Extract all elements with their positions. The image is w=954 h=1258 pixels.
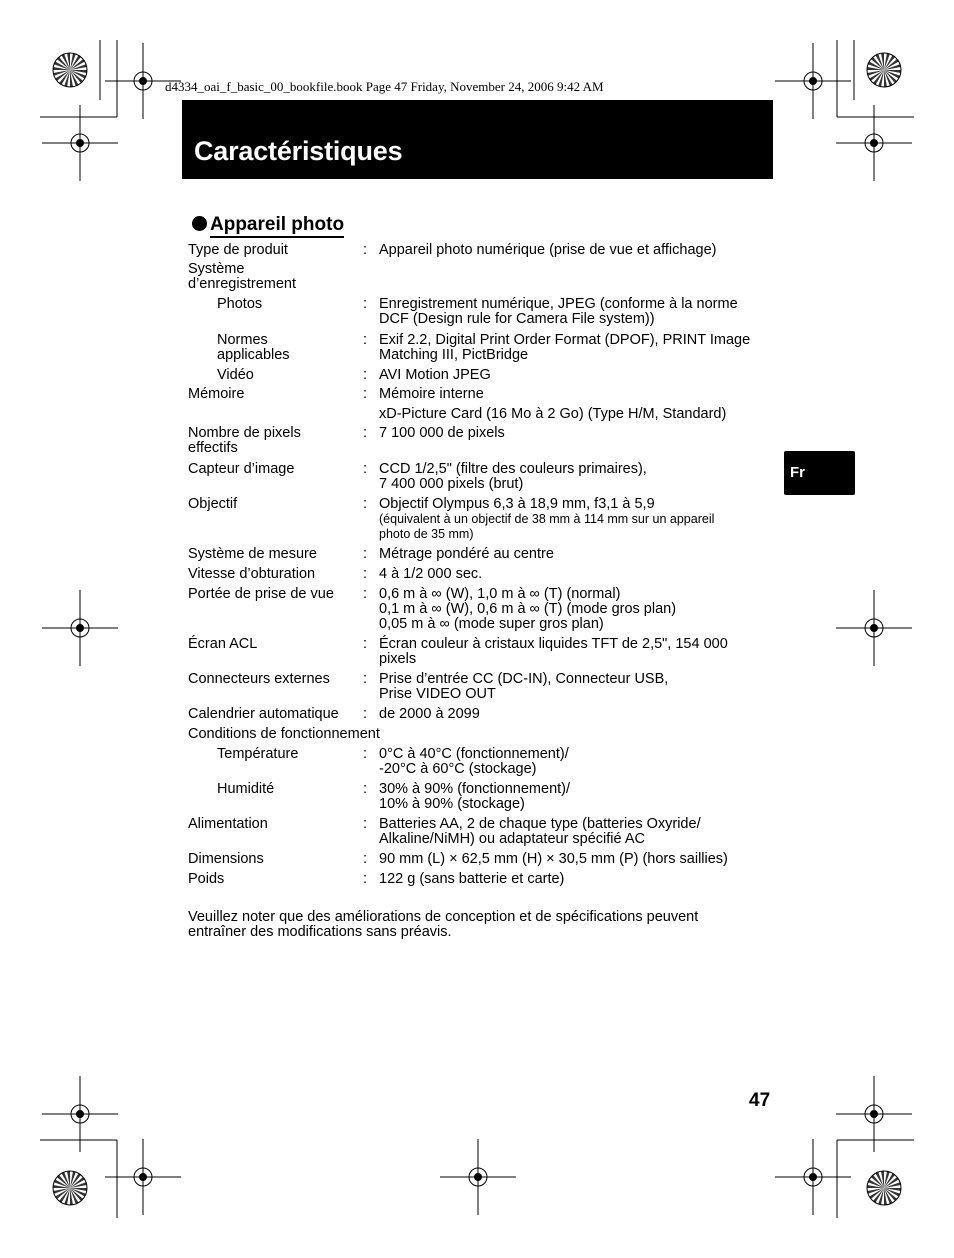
spec-label-line: Système de mesure xyxy=(188,546,317,562)
spec-label-line: Dimensions xyxy=(188,851,264,867)
spec-label xyxy=(188,262,296,292)
spec-colon: : xyxy=(363,367,368,383)
spec-label-line: Humidité xyxy=(217,781,275,797)
spec-value-footnote: photo de 35 mm) xyxy=(379,527,474,541)
spec-value-line: 10% à 90% (stockage) xyxy=(379,796,525,812)
spec-value-line: Écran couleur à cristaux liquides TFT de 2,5", 154 000 xyxy=(379,636,728,652)
spec-colon: : xyxy=(363,461,368,477)
spec-label-line: Écran ACL xyxy=(188,636,258,652)
spec-colon: : xyxy=(363,332,368,348)
registration-mark-icon xyxy=(42,1076,118,1152)
registration-mark-icon xyxy=(836,590,912,666)
spec-value-line: DCF (Design rule for Camera File system)) xyxy=(379,311,655,327)
spec-colon: : xyxy=(363,546,368,562)
spec-value xyxy=(379,297,738,327)
spec-value-line: AVI Motion JPEG xyxy=(379,367,491,383)
spec-value xyxy=(379,243,716,258)
section-heading xyxy=(192,214,344,236)
star-target-icon xyxy=(867,1171,901,1205)
spec-label xyxy=(188,462,294,477)
spec-value-line: Mémoire interne xyxy=(379,386,484,402)
spec-value-line: 0,1 m à ∞ (W), 0,6 m à ∞ (T) (mode gros plan) xyxy=(379,601,677,617)
spec-value-line: Métrage pondéré au centre xyxy=(379,546,554,562)
spec-label-line: Système xyxy=(188,261,245,277)
bullet-icon xyxy=(192,216,207,231)
spec-colon: : xyxy=(363,636,368,652)
spec-value-line: Prise d’entrée CC (DC-IN), Connecteur USB, xyxy=(379,671,669,687)
spec-value xyxy=(379,782,570,812)
file-info-line: d4334_oai_f_basic_00_bookfile.book Page 47 Friday, November 24, 2006 9:42 AM xyxy=(165,79,604,94)
spec-label-line: applicables xyxy=(217,347,290,363)
spec-colon: : xyxy=(363,586,368,602)
spec-value-line: 0,05 m à ∞ (mode super gros plan) xyxy=(379,616,604,632)
spec-label-line: Objectif xyxy=(188,496,238,512)
disclaimer-note xyxy=(188,910,698,940)
spec-value xyxy=(379,852,728,867)
page-number: 47 xyxy=(749,1090,771,1111)
spec-value-line: 0°C à 40°C (fonctionnement)/ xyxy=(379,746,569,762)
note-line: entraîner des modifications sans préavis. xyxy=(188,924,452,940)
spec-value-line: 90 mm (L) × 62,5 mm (H) × 30,5 mm (P) (hors saillies) xyxy=(379,851,728,867)
spec-value-line: Matching III, PictBridge xyxy=(379,347,529,363)
spec-value xyxy=(379,817,701,847)
star-target-icon xyxy=(53,1171,87,1205)
spec-value-line: xD-Picture Card (16 Mo à 2 Go) (Type H/M, Standard) xyxy=(379,406,727,422)
spec-value-line: Alkaline/NiMH) ou adaptateur spécifié AC xyxy=(379,831,645,847)
spec-label xyxy=(188,852,264,867)
spec-colon: : xyxy=(363,386,368,402)
spec-label xyxy=(188,426,301,456)
spec-value-line: 0,6 m à ∞ (W), 1,0 m à ∞ (T) (normal) xyxy=(379,586,621,602)
spec-colon: : xyxy=(363,781,368,797)
spec-value-line: 7 100 000 de pixels xyxy=(379,425,505,441)
star-target-icon xyxy=(53,53,87,87)
spec-label xyxy=(188,587,334,602)
title-bar xyxy=(182,100,773,179)
spec-value-line: 4 à 1/2 000 sec. xyxy=(379,566,483,582)
spec-label xyxy=(217,368,254,383)
spec-label xyxy=(217,747,298,762)
spec-value xyxy=(379,407,726,422)
spec-colon: : xyxy=(363,851,368,867)
spec-value-line: Objectif Olympus 6,3 à 18,9 mm, f3,1 à 5,9 xyxy=(379,496,655,512)
spec-label xyxy=(188,727,380,742)
spec-label xyxy=(217,782,274,797)
spec-value-footnote: (équivalent à un objectif de 38 mm à 114 mm sur un appareil xyxy=(379,512,715,526)
spec-label-line: Capteur d’image xyxy=(188,461,295,477)
spec-colon: : xyxy=(363,296,368,312)
spec-value xyxy=(379,497,714,542)
spec-label-line: Connecteurs externes xyxy=(188,671,330,687)
page-title: Caractéristiques xyxy=(194,136,403,166)
spec-label-line: effectifs xyxy=(188,440,238,456)
note-line: Veuillez noter que des améliorations de conception et de spécifications peuvent xyxy=(188,909,699,925)
spec-value xyxy=(379,426,505,441)
registration-mark-icon xyxy=(775,43,851,119)
spec-value xyxy=(379,387,484,402)
registration-mark-icon xyxy=(42,105,118,181)
spec-label xyxy=(217,333,290,363)
spec-value xyxy=(379,462,647,492)
spec-label xyxy=(188,872,224,887)
spec-label xyxy=(188,567,315,582)
spec-value-line: de 2000 à 2099 xyxy=(379,706,480,722)
spec-value xyxy=(379,872,564,887)
spec-colon: : xyxy=(363,425,368,441)
spec-value-line: Exif 2.2, Digital Print Order Format (DPOF), PRINT Image xyxy=(379,332,751,348)
spec-label-line: Photos xyxy=(217,296,263,312)
section-heading-label: Appareil photo xyxy=(210,214,344,238)
spec-value-line: -20°C à 60°C (stockage) xyxy=(379,761,537,777)
spec-value-line: Batteries AA, 2 de chaque type (batteries Oxyride/ xyxy=(379,816,701,832)
spec-value xyxy=(379,567,482,582)
registration-mark-icon xyxy=(42,590,118,666)
registration-mark-icon xyxy=(836,1076,912,1152)
spec-value xyxy=(379,368,491,383)
spec-label-line: Mémoire xyxy=(188,386,245,402)
spec-label-line: Température xyxy=(217,746,299,762)
spec-value xyxy=(379,707,480,722)
spec-value xyxy=(379,637,728,667)
spec-colon: : xyxy=(363,496,368,512)
spec-label-line: Nombre de pixels xyxy=(188,425,301,441)
spec-value-line: Prise VIDEO OUT xyxy=(379,686,496,702)
registration-mark-icon xyxy=(105,1139,181,1215)
spec-label xyxy=(188,547,317,562)
language-tab-label: Fr xyxy=(790,464,805,481)
spec-colon: : xyxy=(363,706,368,722)
spec-label-line: Vitesse d’obturation xyxy=(188,566,316,582)
spec-label xyxy=(188,672,330,687)
spec-value xyxy=(379,547,554,562)
spec-label-line: Type de produit xyxy=(188,242,288,258)
spec-label-line: Calendrier automatique xyxy=(188,706,339,722)
registration-mark-icon xyxy=(836,105,912,181)
spec-colon: : xyxy=(363,671,368,687)
spec-value-line: Enregistrement numérique, JPEG (conforme à la norme xyxy=(379,296,738,312)
spec-colon: : xyxy=(363,816,368,832)
spec-label-line: d’enregistrement xyxy=(188,276,296,292)
spec-label xyxy=(217,297,262,312)
spec-value xyxy=(379,747,569,777)
spec-value-line: CCD 1/2,5" (filtre des couleurs primaires), xyxy=(379,461,647,477)
spec-value-line: 30% à 90% (fonctionnement)/ xyxy=(379,781,571,797)
spec-label xyxy=(188,387,244,402)
spec-label-line: Vidéo xyxy=(217,367,254,383)
spec-label-line: Portée de prise de vue xyxy=(188,586,334,602)
spec-value-line: pixels xyxy=(379,651,417,667)
spec-value xyxy=(379,333,750,363)
spec-colon: : xyxy=(363,871,368,887)
spec-label-line: Conditions de fonctionnement xyxy=(188,726,380,742)
spec-label xyxy=(188,637,257,652)
spec-label xyxy=(188,707,339,722)
spec-value-line: 7 400 000 pixels (brut) xyxy=(379,476,524,492)
language-tab xyxy=(784,451,855,495)
star-target-icon xyxy=(867,53,901,87)
spec-label-line: Poids xyxy=(188,871,225,887)
registration-mark-icon xyxy=(775,1139,851,1215)
spec-value-line: 122 g (sans batterie et carte) xyxy=(379,871,565,887)
spec-value xyxy=(379,672,668,702)
spec-colon: : xyxy=(363,746,368,762)
spec-label xyxy=(188,243,288,258)
spec-label-line: Normes xyxy=(217,332,268,348)
spec-label xyxy=(188,817,268,832)
registration-mark-icon xyxy=(440,1139,516,1215)
spec-label xyxy=(188,497,237,512)
spec-colon: : xyxy=(363,566,368,582)
spec-value-line: Appareil photo numérique (prise de vue et affichage) xyxy=(379,242,717,258)
spec-label-line: Alimentation xyxy=(188,816,268,832)
spec-value xyxy=(379,587,676,632)
spec-colon: : xyxy=(363,242,368,258)
